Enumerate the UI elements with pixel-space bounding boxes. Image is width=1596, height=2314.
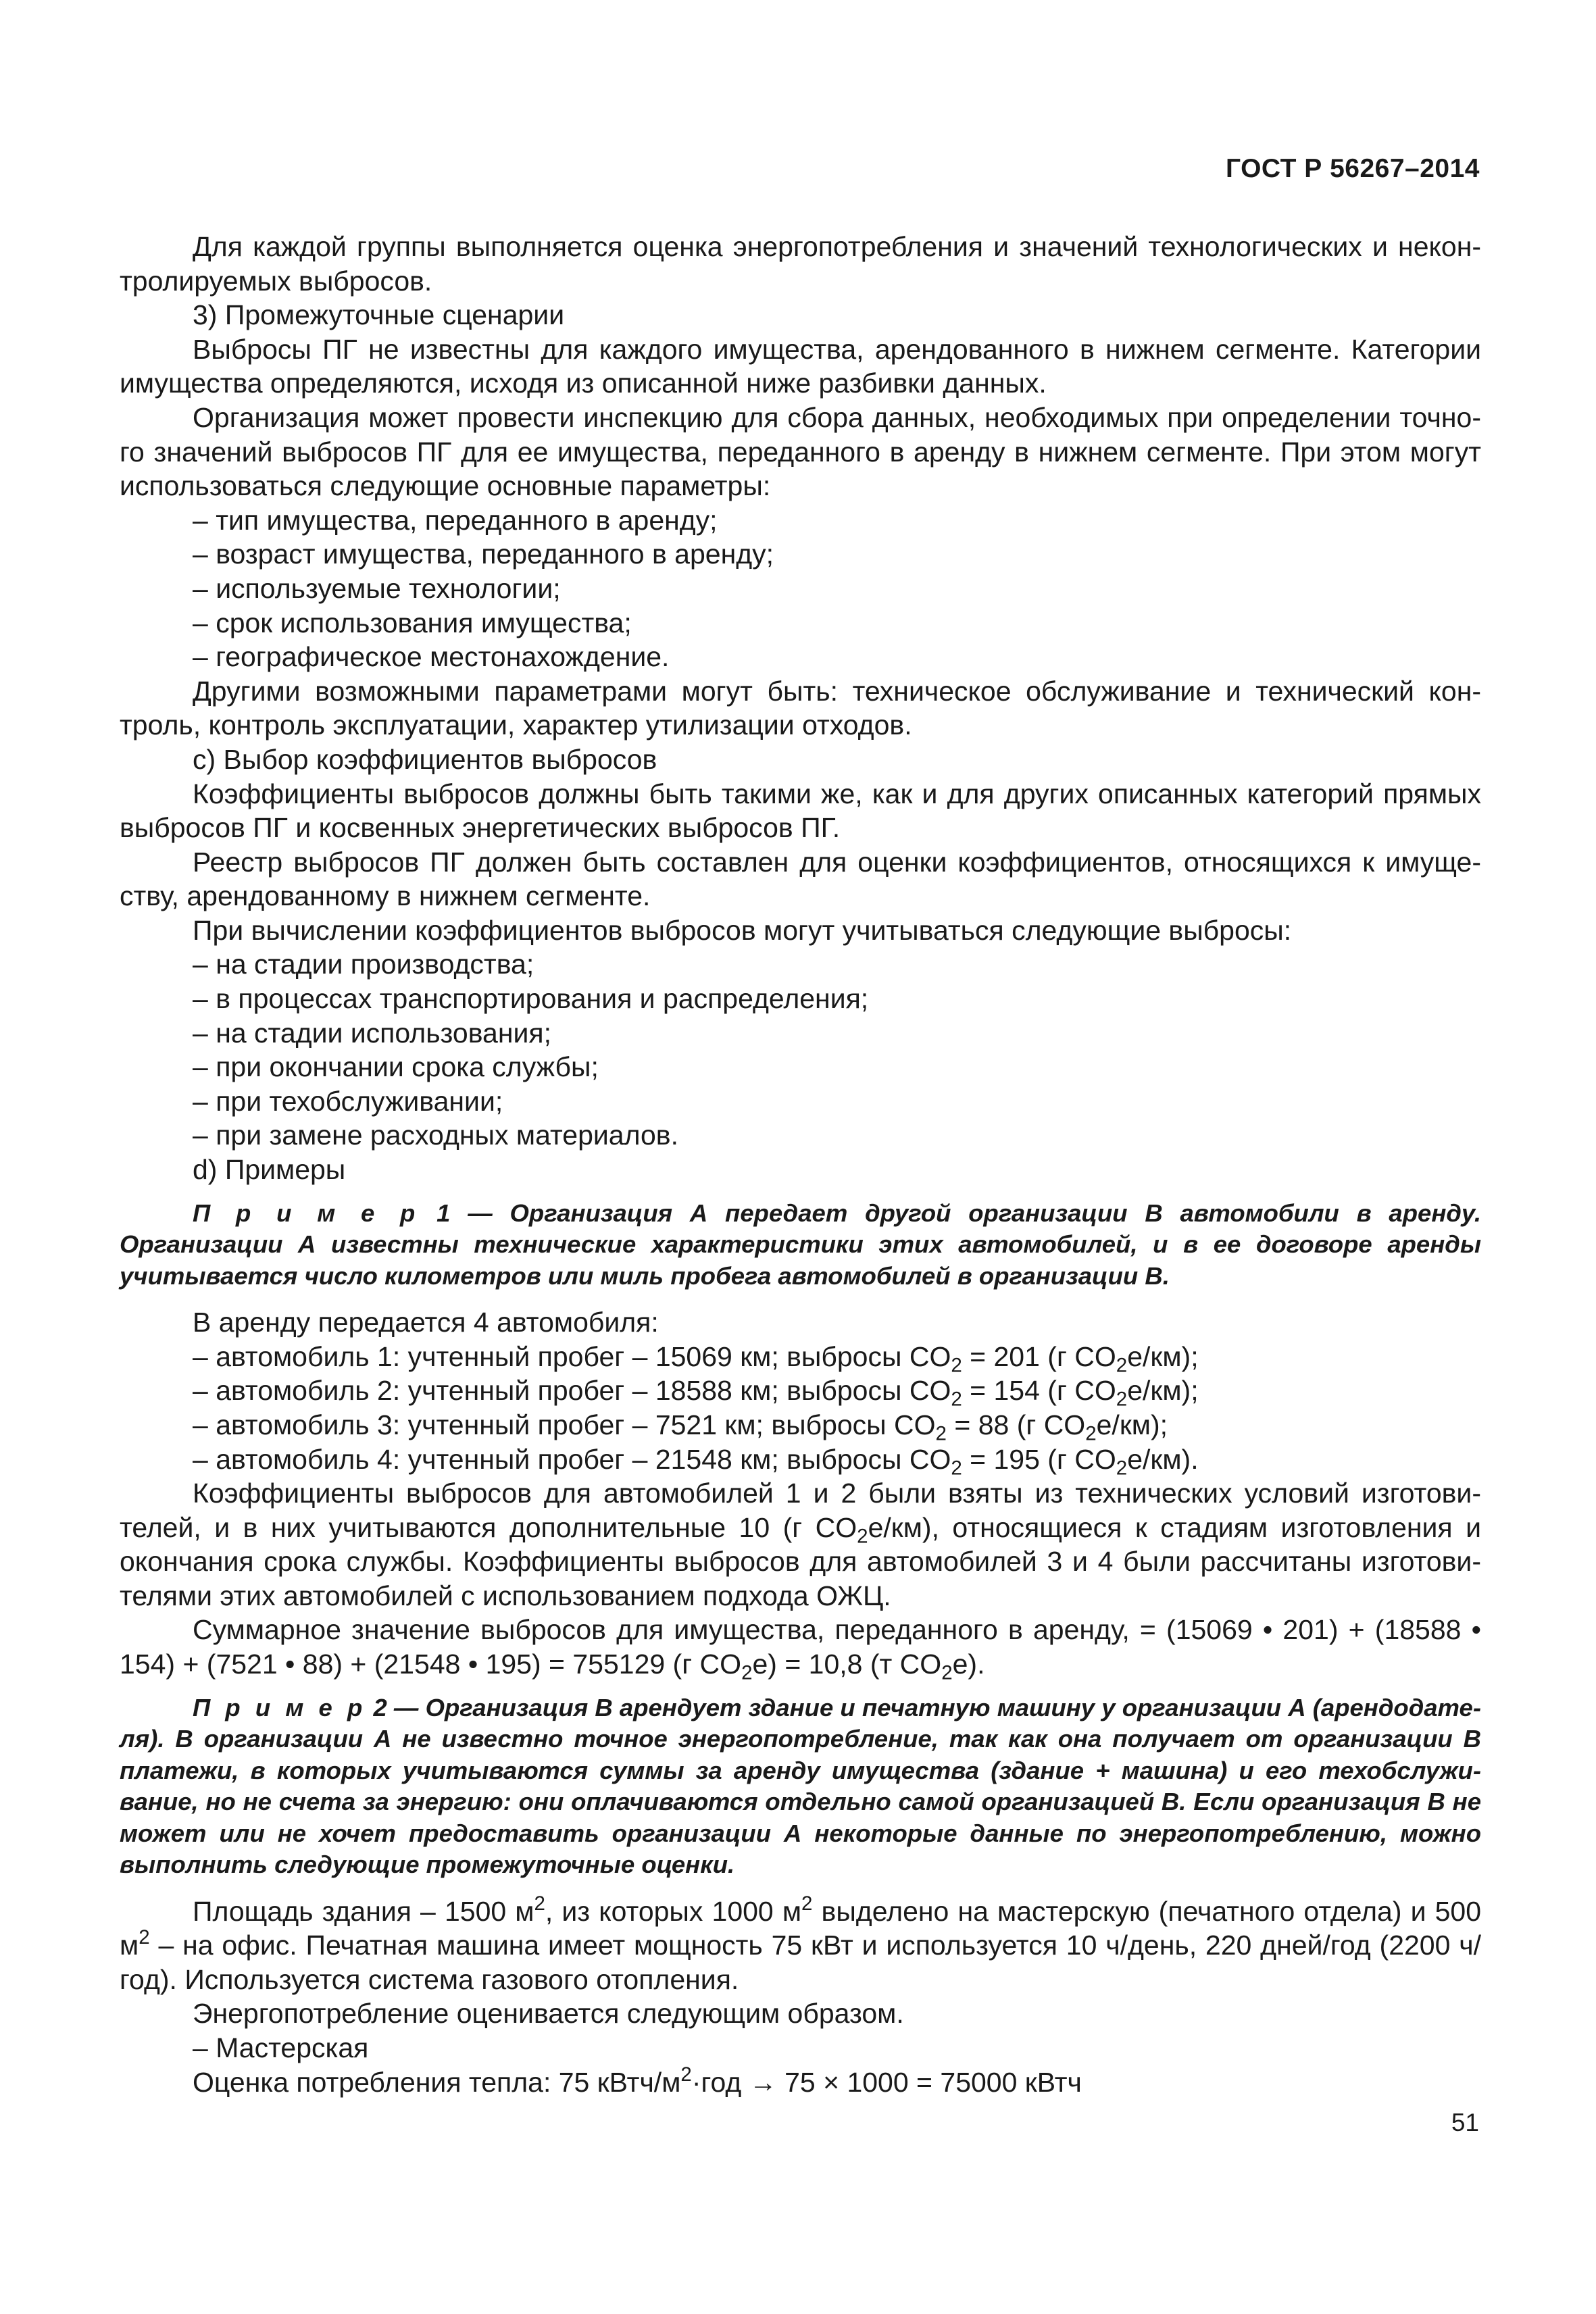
list-item: – в процессах транспортирования и распределения; [193,983,869,1015]
paragraph: Оценка потребления тепла: 75 кВтч/$м^2\cdot год \to 75 \times 1000 = 75000$ кВтч [193,2063,1082,2098]
paragraph: Организация может провести инспекцию для сбора данных, необходимых при определении точного значений выбросов ПГ для ее имущества, переданного в аренду в нижнем сегменте. При этом могут использоваться следующие основные параметры: [120,401,1481,502]
list-item: – Мастерская [193,2032,369,2064]
list-item: – при техобслуживании; [193,1085,503,1117]
list-item: – на стадии использования; [193,1017,551,1049]
section-heading: c) Выбор коэффициентов выбросов [193,743,657,775]
paragraph: В аренду передается 4 автомобиля: [193,1307,659,1338]
list-item: – автомобиль 1: учтенный пробег – 15069 км; выбросы $CO_2 = 201$ (г $CO_2е/км$); [193,1340,1199,1376]
list-item: – при окончании срока службы; [193,1051,599,1083]
list-item: – используемые технологии; [193,572,561,604]
paragraph: Для каждой группы выполняется оценка энергопотребления и значений технологических и неконтролируемых выбросов. [120,231,1481,297]
document-header: ГОСТ Р 56267–2014 [1225,154,1480,183]
list-item: – срок использования имущества; [193,607,632,638]
page-number: 51 [1451,2109,1479,2136]
list-item: – возраст имущества, переданного в аренду; [193,538,774,570]
paragraph: Энергопотребление оценивается следующим образом. [193,1998,904,2030]
example-note-2 [120,1692,1481,1881]
example-label: П р и м е р [193,1199,420,1227]
paragraph: Выбросы ПГ не известны для каждого имущества, арендованного в нижнем сегменте. Категории имущества определяются, исходя из описанной ниже разбивки данных. [120,333,1481,399]
paragraph: Суммарное значение выбросов для имущества, переданного в аренду, = (15069 • 201) + (18588 • 154) + (7521 • 88) + (21548 • 195) = 755129 (г $CO_2е) = 10,8$ (т $CO_2е$). [120,1614,1481,1684]
paragraph: Реестр выбросов ПГ должен быть составлен для оценки коэффициентов, относящихся к имуществу, арендованному в нижнем сегменте. [120,846,1481,912]
paragraph: При вычислении коэффициентов выбросов могут учитываться следующие выбросы: [193,914,1292,946]
paragraph: Коэффициенты выбросов для автомобилей 1 и 2 были взяты из технических условий изготовителей, и в них учитываются дополнительные 10 (г $CO_2е/км$), относящиеся к стадиям изготовления и окончания срока службы. Коэффициенты выбросов для автомобилей 3 и 4 были рассчитаны изготовителями этих автомобилей с использованием подхода ОЖЦ. [120,1478,1481,1611]
section-heading: 3) Промежуточные сценарии [193,299,565,331]
example-text: 1 — Организация А передает другой организации В автомобили в аренду. Организации А известны технические характеристики этих автомобилей, и в ее договоре аренды учитывается число километров или миль пробега автомобилей в организации В. [120,1199,1481,1290]
document-body [120,230,1481,2099]
list-item: – автомобиль 2: учтенный пробег – 18588 км; выбросы $CO_2 = 154$ (г $CO_2е/км$); [193,1375,1199,1411]
example-text: 2 — Организация В арендует здание и печатную машину у организации А (арендодателя). В организации А не известно точное энергопотребление, так как она получает от организации В платежи, в которых учитываются суммы за аренду имущества (здание + машина) и его техобслуживание, но не счета за энергию: они оплачиваются отдельно самой организацией В. Если организация В не может или не хочет предоставить организации А некоторые данные по энергопотреблению, можно выполнить следующие промежуточные оценки. [120,1693,1481,1879]
list-item: – автомобиль 3: учтенный пробег – 7521 км; выбросы $CO_2 = 88$ (г $CO_2е/км$); [193,1409,1168,1445]
paragraph: Другими возможными параметрами могут быть: техническое обслуживание и технический контроль, контроль эксплуатации, характер утилизации отходов. [120,675,1481,741]
example-note-1 [120,1198,1481,1292]
list-item: – географическое местонахождение. [193,641,670,673]
paragraph: Коэффициенты выбросов должны быть такими же, как и для других описанных категорий прямых выбросов ПГ и косвенных энергетических выбросов ПГ. [120,778,1481,844]
section-heading: d) Примеры [193,1154,346,1186]
paragraph: Площадь здания – 1500 $м^2$, из которых 1000 $м^2$ выделено на мастерскую (печатного отдела) и 500 $м^2$ – на офис. Печатная машина имеет мощность 75 кВт и используется 10 ч/день, 220 дней/год (2200 ч/год). Используется система газового отопления. [120,1892,1482,1995]
list-item: – автомобиль 4: учтенный пробег – 21548 км; выбросы $CO_2 = 195$ (г $CO_2е/км$). [193,1443,1199,1479]
list-item: – на стадии производства; [193,949,534,980]
list-item: – тип имущества, переданного в аренду; [193,504,718,536]
example-label: П р и м е р [193,1693,367,1721]
list-item: – при замене расходных материалов. [193,1120,678,1151]
